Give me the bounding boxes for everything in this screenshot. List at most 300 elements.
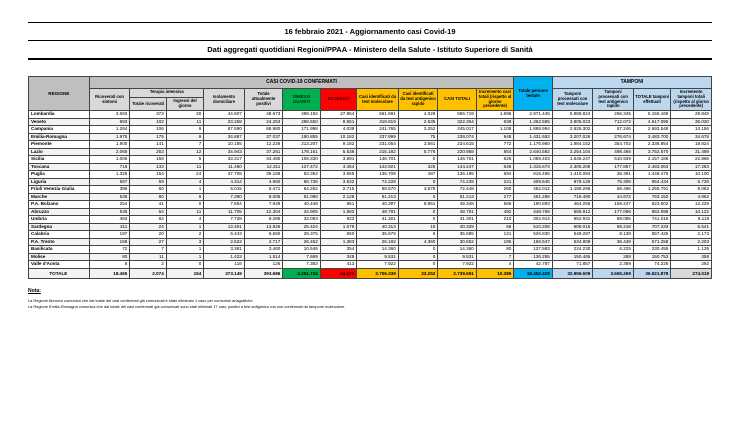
- title-box: [28, 22, 712, 60]
- table-row: [29, 156, 712, 164]
- col-header-casi-totali: CASI TOTALI: [438, 89, 477, 111]
- cell-value: 463: [89, 216, 130, 224]
- cell-value: 526.830: [514, 231, 553, 239]
- cell-value: 566: [476, 201, 514, 209]
- cell-value: 763.152: [633, 193, 670, 201]
- cell-value: 23.258: [204, 118, 245, 126]
- cell-value: 1.383: [320, 238, 356, 246]
- cell-value: 28.375: [283, 231, 320, 239]
- cell-value: 12.226: [244, 141, 283, 149]
- col-header-casi-antigenico: Casi identificati da test antigenico rapido: [398, 89, 438, 111]
- cell-value: 6.443: [204, 231, 245, 239]
- cell-value: 396: [89, 186, 130, 194]
- table-body: [29, 111, 712, 279]
- cell-value: 8: [89, 261, 130, 269]
- cell-value: 67.246: [593, 126, 634, 134]
- cell-value: 1.431.653: [514, 133, 553, 141]
- cell-value: 51.080: [283, 193, 320, 201]
- cell-value: 1: [166, 223, 203, 231]
- cell-value: 1.696: [476, 111, 514, 119]
- cell-value: 44.672: [593, 193, 634, 201]
- cell-value: 68.570: [357, 186, 399, 194]
- cell-value: 35.685: [438, 231, 477, 239]
- cell-value: 74.228: [438, 178, 477, 186]
- cell-value: 137.583: [514, 246, 553, 254]
- cell-value: 6.155.169: [633, 111, 670, 119]
- cell-value: 571.258: [633, 238, 670, 246]
- cell-value: 4.039: [320, 126, 356, 134]
- table-row: [29, 186, 712, 194]
- cell-value: 150.753: [633, 253, 670, 261]
- cell-value: 49.348: [438, 201, 477, 209]
- cell-value: 1.255.791: [633, 186, 670, 194]
- region-name: Valle d'Aosta: [29, 261, 90, 269]
- cell-value: 948: [476, 133, 514, 141]
- cell-value: 452.012: [514, 186, 553, 194]
- cell-value: 609.015: [552, 223, 593, 231]
- cell-value: 75: [398, 133, 438, 141]
- cell-value: 3.207.026: [552, 133, 593, 141]
- cell-value: 0: [166, 261, 203, 269]
- cell-value: 20: [130, 231, 166, 239]
- cell-value: 74.226: [633, 261, 670, 269]
- cell-value: 9.531: [357, 253, 399, 261]
- cell-value: 2.626.302: [552, 126, 593, 134]
- region-name: Liguria: [29, 178, 90, 186]
- cell-value: 1.410.084: [552, 171, 593, 179]
- table-row: [29, 223, 712, 231]
- cell-value: 93.352: [283, 171, 320, 179]
- totals-row: [29, 268, 712, 278]
- cell-value: 1.176.960: [514, 141, 553, 149]
- cell-value: 4.314: [204, 178, 245, 186]
- cell-value: 32.093: [283, 216, 320, 224]
- cell-value: 354: [320, 246, 356, 254]
- cell-value: 253: [130, 148, 166, 156]
- region-name: Piemonte: [29, 141, 90, 149]
- totals-value: 18.452.428: [514, 268, 553, 278]
- table-row: [29, 111, 712, 119]
- region-name: Campania: [29, 126, 90, 134]
- cell-value: 0: [398, 253, 438, 261]
- cell-value: 3.693: [89, 111, 130, 119]
- totals-value: 36.621.878: [633, 268, 670, 278]
- cell-value: 2.203: [671, 238, 712, 246]
- col-header-incremento-casi: Incremento casi totali (rispetto al giorno precedente): [476, 89, 514, 111]
- cell-value: 288: [593, 253, 634, 261]
- cell-value: 319.819: [357, 118, 399, 126]
- cell-value: 510.206: [514, 223, 553, 231]
- cell-value: 358: [671, 253, 712, 261]
- cell-value: 37.708: [204, 171, 245, 179]
- cell-value: 302.914: [514, 216, 553, 224]
- cell-value: 136.195: [438, 171, 477, 179]
- cell-value: 40.448: [283, 201, 320, 209]
- cell-value: 625: [476, 156, 514, 164]
- cell-value: 231.054: [357, 141, 399, 149]
- region-name: Calabria: [29, 231, 90, 239]
- cell-value: 34.887: [204, 133, 245, 141]
- cell-value: 409.545: [514, 178, 553, 186]
- cell-value: 772: [476, 141, 514, 149]
- cell-value: 2.693.548: [633, 126, 670, 134]
- cell-value: 59: [130, 178, 166, 186]
- col-header-deceduti: DECEDUTI: [320, 89, 356, 111]
- notes-section: [28, 288, 688, 310]
- cell-value: 12.311: [244, 163, 283, 171]
- cell-value: 623.502: [633, 201, 670, 209]
- cell-value: 1.448.475: [633, 171, 670, 179]
- cell-value: 2.535: [398, 118, 438, 126]
- cell-value: 8.285: [244, 216, 283, 224]
- cell-value: 12: [166, 148, 203, 156]
- cell-value: 108.330: [283, 156, 320, 164]
- cell-value: 64.262: [283, 186, 320, 194]
- cell-value: 26.452: [283, 238, 320, 246]
- cell-value: 1.108: [476, 126, 514, 134]
- cell-value: 25.424: [283, 223, 320, 231]
- cell-value: 9.182: [320, 141, 356, 149]
- cell-value: 3.483.700: [633, 133, 670, 141]
- cell-value: 4.464: [320, 163, 356, 171]
- cell-value: 126: [244, 261, 283, 269]
- cell-value: 10.100: [671, 171, 712, 179]
- group-header-terapia-intensiva: Terapia intensiva: [130, 89, 204, 98]
- cell-value: 0: [398, 216, 438, 224]
- cell-value: 35.679: [357, 231, 399, 239]
- cell-value: 862.998: [633, 208, 670, 216]
- cell-value: 3.561: [398, 141, 438, 149]
- cell-value: 9.551: [320, 118, 356, 126]
- cell-value: 14.360: [438, 246, 477, 254]
- cell-value: 650: [320, 231, 356, 239]
- cell-value: 254: [89, 201, 130, 209]
- cell-value: 16: [398, 223, 438, 231]
- cell-value: 1.646.247: [552, 156, 593, 164]
- cell-value: 4: [166, 216, 203, 224]
- cell-value: 143.921: [357, 163, 399, 171]
- totals-value: 373.149: [204, 268, 245, 278]
- cell-value: 1.975: [89, 133, 130, 141]
- cell-value: 4.960: [244, 178, 283, 186]
- cell-value: 277: [476, 193, 514, 201]
- cell-value: 2.971.445: [514, 111, 553, 119]
- page-subtitle: Dati aggregati quotidiani Regioni/PPAA - Ministero della Salute - Istituto Superiore di Sanità: [207, 45, 533, 54]
- cell-value: 42.787: [514, 261, 553, 269]
- cell-value: 27.854: [320, 111, 356, 119]
- cell-value: 9: [166, 126, 203, 134]
- cell-value: 2.369: [593, 261, 634, 269]
- cell-value: 6.225: [593, 246, 634, 254]
- cell-value: 1.189.295: [552, 186, 593, 194]
- cell-value: 234.615: [438, 141, 477, 149]
- cell-value: 150.465: [552, 253, 593, 261]
- cell-value: 27: [130, 238, 166, 246]
- cell-value: 1.423: [204, 253, 245, 261]
- covid-table: [28, 76, 712, 279]
- cell-value: 587: [89, 178, 130, 186]
- cell-value: 31.489: [671, 148, 712, 156]
- cell-value: 68.980: [244, 126, 283, 134]
- cell-value: 34.943: [204, 148, 245, 156]
- cell-value: 34.480: [244, 156, 283, 164]
- totals-value: 274.019: [671, 268, 712, 278]
- cell-value: 1.514: [244, 253, 283, 261]
- cell-value: 413: [320, 261, 356, 269]
- cell-value: 39.188: [244, 171, 283, 179]
- cell-value: 127.472: [283, 163, 320, 171]
- cell-value: 40.313: [357, 223, 399, 231]
- cell-value: 11: [130, 253, 166, 261]
- cell-value: 1.984.152: [552, 141, 593, 149]
- cell-value: 8.951: [398, 201, 438, 209]
- col-header-totale-tamponi: TOTALE tamponi effettuati: [633, 89, 670, 111]
- col-header-ricoverati: Ricoverati con sintomi: [89, 89, 130, 111]
- cell-value: 638: [476, 118, 514, 126]
- cell-value: 210: [476, 216, 514, 224]
- cell-value: 2.305.206: [552, 163, 593, 171]
- cell-value: 11: [166, 163, 203, 171]
- cell-value: 718: [89, 163, 130, 171]
- col-header-persone-testate: Totale persone testate: [514, 77, 553, 111]
- cell-value: 879.126: [552, 178, 593, 186]
- cell-value: 190.855: [283, 133, 320, 141]
- region-name: Marche: [29, 193, 90, 201]
- table-row: [29, 178, 712, 186]
- region-name: Sicilia: [29, 156, 90, 164]
- cell-value: 116: [204, 261, 245, 269]
- cell-value: 3: [166, 238, 203, 246]
- cell-value: 951: [320, 201, 356, 209]
- cell-value: 24: [166, 171, 203, 179]
- cell-value: 190.893: [514, 201, 553, 209]
- cell-value: 61.213: [357, 193, 399, 201]
- cell-value: 7: [476, 253, 514, 261]
- cell-value: 168: [89, 238, 130, 246]
- cell-value: 74.228: [357, 178, 399, 186]
- col-header-ti-ingressi: Ingressi del giorno: [166, 97, 203, 111]
- cell-value: 10.185: [204, 141, 245, 149]
- region-name: Basilicata: [29, 246, 90, 254]
- cell-value: 80: [130, 193, 166, 201]
- cell-value: 11.705: [204, 208, 245, 216]
- cell-value: 561.691: [357, 111, 399, 119]
- cell-value: 854: [476, 148, 514, 156]
- region-name: Lombardia: [29, 111, 90, 119]
- cell-value: 7.738: [204, 216, 245, 224]
- cell-value: 48.791: [357, 208, 399, 216]
- cell-value: 178.161: [283, 148, 320, 156]
- cell-value: 7.669: [283, 253, 320, 261]
- cell-value: 72: [89, 246, 130, 254]
- cell-value: 549.287: [552, 231, 593, 239]
- cell-value: 5.541: [671, 223, 712, 231]
- cell-value: 7.922: [438, 261, 477, 269]
- cell-value: 72.448: [438, 186, 477, 194]
- cell-value: 33.317: [204, 156, 245, 164]
- table-row: [29, 148, 712, 156]
- col-header-dimessi-guariti: DIMESSI GUARITI: [283, 89, 320, 111]
- cell-value: 3.752.570: [633, 148, 670, 156]
- cell-value: 348: [320, 253, 356, 261]
- cell-value: 84: [130, 216, 166, 224]
- cell-value: 3.381: [204, 246, 245, 254]
- cell-value: 2.715: [320, 186, 356, 194]
- cell-value: 220.958: [438, 148, 477, 156]
- cell-value: 326: [398, 163, 438, 171]
- region-name: Abruzzo: [29, 208, 90, 216]
- cell-value: 44.607: [204, 111, 245, 119]
- region-name: P.A. Trento: [29, 238, 90, 246]
- cell-value: 5.888.824: [552, 111, 593, 119]
- cell-value: 121: [476, 231, 514, 239]
- cell-value: 36.449: [593, 238, 634, 246]
- cell-value: 215.182: [357, 148, 399, 156]
- cell-value: 3.905.023: [552, 118, 593, 126]
- cell-value: 144.247: [438, 163, 477, 171]
- cell-value: 815.496: [514, 171, 553, 179]
- cell-value: 954.434: [633, 178, 670, 186]
- cell-value: 24.253: [244, 118, 283, 126]
- cell-value: 1: [166, 246, 203, 254]
- cell-value: 34.678: [671, 133, 712, 141]
- cell-value: 197: [89, 231, 130, 239]
- cell-value: 12.304: [244, 208, 283, 216]
- cell-value: 6: [166, 193, 203, 201]
- note-line-abruzzo: La Regione Abruzzo comunica che dal totale dei casi confermati già comunicati è stato eliminato 1 caso per correzioni anagrafiche.: [28, 298, 254, 303]
- cell-value: 6.730: [671, 178, 712, 186]
- cell-value: 71.857: [552, 261, 593, 269]
- totals-value: 10.386: [476, 268, 514, 278]
- col-header-ti-totale: Totale ricoverati: [130, 97, 166, 111]
- cell-value: 154: [130, 171, 166, 179]
- cell-value: 2.640.582: [514, 148, 553, 156]
- cell-value: 923: [320, 216, 356, 224]
- cell-value: 10.546: [283, 246, 320, 254]
- region-name: Emilia-Romagna: [29, 133, 90, 141]
- cell-value: 489.192: [283, 111, 320, 119]
- cell-value: 1.900: [89, 141, 130, 149]
- cell-value: 146.701: [357, 156, 399, 164]
- cell-value: 1.135: [671, 246, 712, 254]
- cell-value: 5.471: [244, 186, 283, 194]
- cell-value: 66.496: [593, 186, 634, 194]
- cell-value: 238.074: [438, 133, 477, 141]
- cell-value: 237.999: [357, 133, 399, 141]
- cell-value: 14.360: [357, 246, 399, 254]
- table-row: [29, 208, 712, 216]
- cell-value: 106: [130, 126, 166, 134]
- cell-value: 224.230: [552, 246, 593, 254]
- cell-value: 534.809: [552, 238, 593, 246]
- region-name: Veneto: [29, 118, 90, 126]
- cell-value: 60: [130, 186, 166, 194]
- totals-value: 2.739.591: [438, 268, 477, 278]
- cell-value: 685.912: [552, 208, 593, 216]
- note-line-emilia-romagna: La Regione Emilia-Romagna comunica che dal totale dei casi confermati già comunicati sono stati eliminati 17 casi, positivi a test antigenico ma non confermati da tampone molecolare.: [28, 303, 346, 309]
- cell-value: 136.255: [514, 253, 553, 261]
- cell-value: 11: [166, 118, 203, 126]
- region-name: P.A. Bolzano: [29, 201, 90, 209]
- table-row: [29, 231, 712, 239]
- table-row: [29, 253, 712, 261]
- cell-value: 4.617.095: [633, 118, 670, 126]
- cell-value: 510.939: [593, 156, 634, 164]
- col-header-tamponi-molecolare: Tamponi processati con test molecolare: [552, 89, 593, 111]
- cell-value: 2.173: [671, 231, 712, 239]
- table-row: [29, 216, 712, 224]
- cell-value: 13.491: [204, 223, 245, 231]
- table-row: [29, 126, 712, 134]
- cell-value: 5.015: [204, 186, 245, 194]
- table-row: [29, 133, 712, 141]
- region-name: Puglia: [29, 171, 90, 179]
- cell-value: 98.218: [593, 223, 634, 231]
- cell-value: 26.192: [357, 238, 399, 246]
- region-name: Umbria: [29, 216, 90, 224]
- cell-value: 2: [130, 261, 166, 269]
- cell-value: 3.891: [320, 156, 356, 164]
- cell-value: 1.005: [89, 156, 130, 164]
- cell-value: 7.654: [204, 201, 245, 209]
- cell-value: 37.261: [244, 148, 283, 156]
- cell-value: 18.824: [671, 141, 712, 149]
- cell-value: 67.590: [204, 126, 245, 134]
- region-name: Lazio: [29, 148, 90, 156]
- cell-value: 276.674: [593, 133, 634, 141]
- table-row: [29, 193, 712, 201]
- cell-value: 10.122: [671, 208, 712, 216]
- cell-value: 3.655: [320, 171, 356, 179]
- col-header-casi-molecolare: Casi identificati da test molecolare: [357, 89, 399, 111]
- cell-value: 3.532: [320, 178, 356, 186]
- totals-value: 154: [166, 268, 203, 278]
- totals-value: 393.686: [244, 268, 283, 278]
- totals-value: 2.074: [130, 268, 166, 278]
- cell-value: 48.791: [438, 208, 477, 216]
- cell-value: 41.301: [357, 216, 399, 224]
- cell-value: 557.425: [633, 231, 670, 239]
- cell-value: 40.397: [357, 201, 399, 209]
- totals-value: 94.171: [320, 268, 356, 278]
- cell-value: 461.288: [514, 193, 553, 201]
- notes-title: Nota:: [28, 288, 41, 294]
- cell-value: 65.736: [283, 178, 320, 186]
- cell-value: 177.086: [593, 208, 634, 216]
- cell-value: 3.878: [398, 186, 438, 194]
- col-header-regione: REGIONE: [29, 77, 90, 111]
- cell-value: 2.338.854: [633, 141, 670, 149]
- cell-value: 11.460: [204, 163, 245, 171]
- cell-value: 0: [398, 193, 438, 201]
- col-header-tamponi-antigenico: Tamponi processati con test antigenico rapido: [593, 89, 634, 111]
- table-row: [29, 201, 712, 209]
- cell-value: 37.037: [244, 133, 283, 141]
- cell-value: 158: [130, 156, 166, 164]
- cell-value: 40.329: [438, 223, 477, 231]
- region-name: Molise: [29, 253, 90, 261]
- cell-value: 2.128: [320, 193, 356, 201]
- cell-value: 29.846: [671, 111, 712, 119]
- cell-value: 1.315.673: [514, 163, 553, 171]
- cell-value: 13.826: [244, 223, 283, 231]
- cell-value: 177.857: [593, 163, 634, 171]
- totals-value: 2.251.734: [283, 268, 320, 278]
- totals-value: 2.706.339: [357, 268, 399, 278]
- cell-value: 3.460: [244, 246, 283, 254]
- table-row: [29, 141, 712, 149]
- cell-value: 133: [130, 163, 166, 171]
